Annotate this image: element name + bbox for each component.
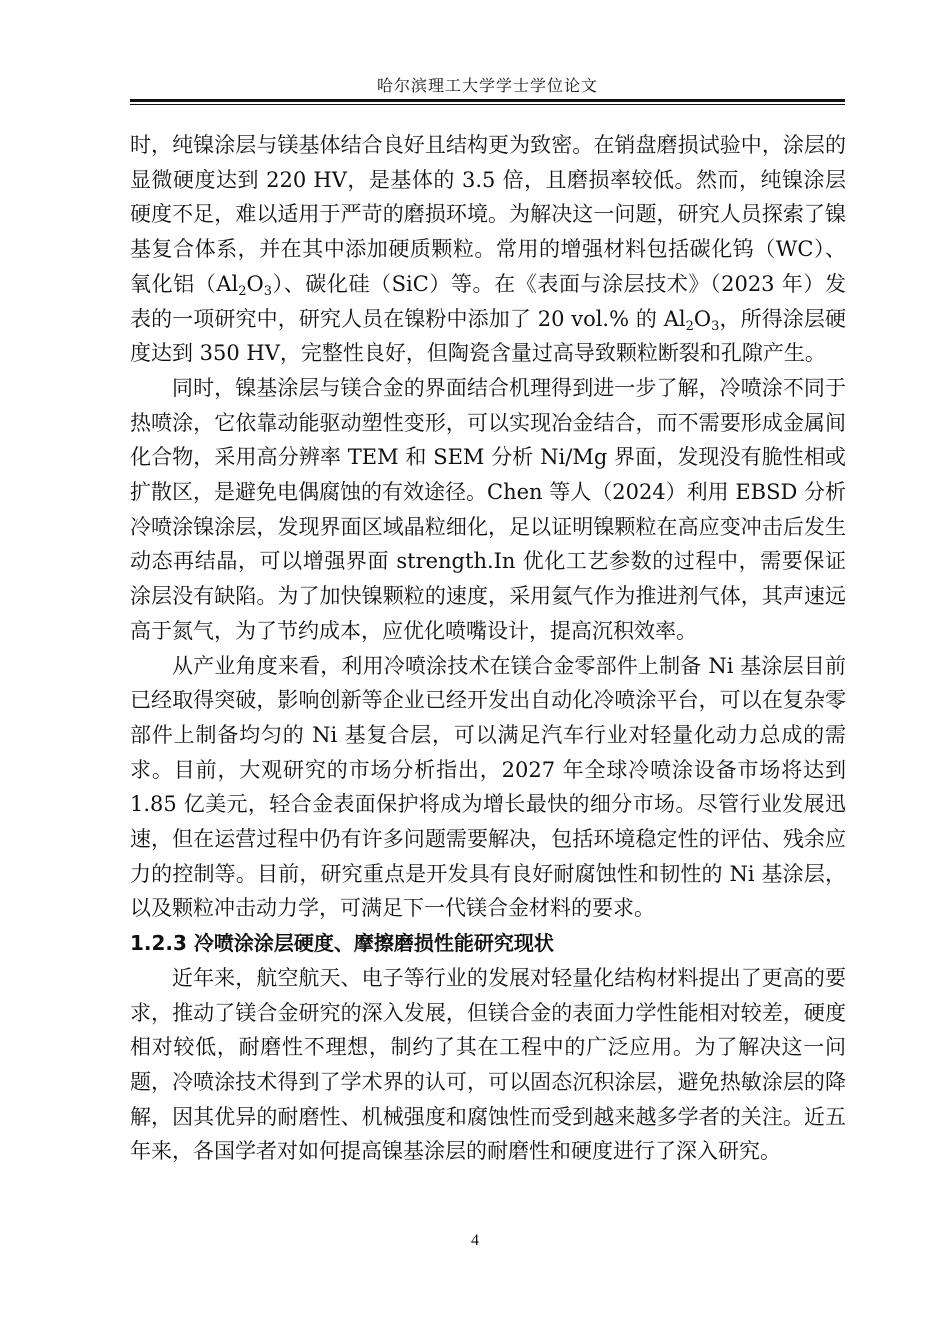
paragraph-3: 从产业角度来看，利用冷喷涂技术在镁合金零部件上制备 Ni 基涂层目前已经取得突破，影响创新等企业已经开发出自动化冷喷涂平台，可以在复杂零部件上制备均匀的 Ni 基复合层，可以满足汽车行业对轻量化动力总成的需求。目前，大观研究的市场分析指出，2027 年全球冷喷涂设备市场将达到 1.85 亿美元，轻合金表面保护将成为增长最快的细分市场。尽管行业发展迅速，但在运营过程中仍有许多问题需要解决，包括环境稳定性的评估、残余应力的控制等。目前，研究重点是开发具有良好耐腐蚀性和韧性的 Ni 基涂层，以及颗粒冲击动力学，可满足下一代镁合金材料的要求。 [130, 653, 846, 921]
section-heading: 1.2.3 冷喷涂涂层硬度、摩擦磨损性能研究现状 [130, 931, 554, 956]
body-text [130, 128, 846, 1169]
running-header: 哈尔滨理工大学学士学位论文 [376, 76, 598, 95]
paragraph-2: 同时，镍基涂层与镁合金的界面结合机理得到进一步了解，冷喷涂不同于热喷涂，它依靠动能驱动塑性变形，可以实现冶金结合，而不需要形成金属间化合物，采用高分辨率 TEM 和 SEM 分析 Ni/Mg 界面，发现没有脆性相或扩散区，是避免电偶腐蚀的有效途径。Chen 等人（2024）利用 EBSD 分析冷喷涂镍涂层，发现界面区域晶粒细化，足以证明镍颗粒在高应变冲击后发生动态再结晶，可以增强界面 strength.In 优化工艺参数的过程中，需要保证涂层没有缺陷。为了加快镍颗粒的速度，采用氦气作为推进剂气体，其声速远高于氮气，为了节约成本，应优化喷嘴设计，提高沉积效率。 [130, 375, 846, 643]
header-rule-thick [130, 99, 845, 102]
paragraph-1: 时，纯镍涂层与镁基体结合良好且结构更为致密。在销盘磨损试验中，涂层的显微硬度达到 220 HV，是基体的 3.5 倍，且磨损率较低。然而，纯镍涂层硬度不足，难以适用于严苛的磨损环境。为解决这一问题，研究人员探索了镍基复合体系，并在其中添加硬质颗粒。常用的增强材料包括碳化钨（WC）、氧化铝$(Al_2O_3)$、碳化硅（SiC）等。在《表面与涂层技术》（2023 年）发表的一项研究中，研究人员在镍粉中添加了 20 vol.% 的 $Al_2O_3$，所得涂层硬度达到 350 HV，完整性良好，但陶瓷含量过高导致颗粒断裂和孔隙产生。 [130, 133, 847, 366]
paragraph-4: 近年来，航空航天、电子等行业的发展对轻量化结构材料提出了更高的要求，推动了镁合金研究的深入发展，但镁合金的表面力学性能相对较差，硬度相对较低，耐磨性不理想，制约了其在工程中的广泛应用。为了解决这一问题，冷喷涂技术得到了学术界的认可，可以固态沉积涂层，避免热敏涂层的降解，因其优异的耐磨性、机械强度和腐蚀性而受到越来越多学者的关注。近五年来，各国学者对如何提高镍基涂层的耐磨性和硬度进行了深入研究。 [130, 965, 846, 1164]
page-number: 4 [471, 1232, 479, 1249]
header-rule-thin [130, 104, 845, 105]
